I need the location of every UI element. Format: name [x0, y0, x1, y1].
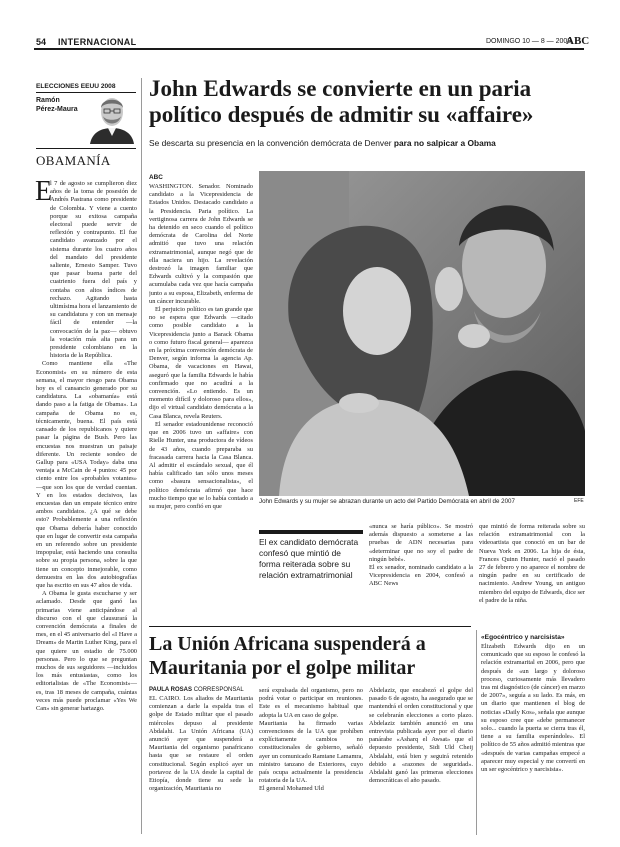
main-byline: ABC — [149, 174, 163, 181]
column-divider — [141, 78, 142, 834]
second-byline-role: CORRESPONSAL — [193, 687, 244, 693]
pullquote-rule — [259, 530, 363, 534]
main-col4: que mintió de forma reiterada sobre su relación extramatrimonial con la videoartista que conoció en un bar de Nueva York en 2006. La hija de ésta, Frances Quinn Hunter, nació el pasado 27 de febrero y no aparece el nombre de ningún padre en su certificado de nacimiento. Andrew Young, un antiguo miembro del equipo de Edwards, dice ser el padre de la niña. — [479, 523, 585, 604]
second-byline — [149, 687, 244, 693]
issue-date: DOMINGO 10 — 8 — 2008 — [486, 38, 572, 45]
author-last-name: Pérez-Maura — [36, 106, 78, 113]
section-label: INTERNACIONAL — [58, 37, 137, 47]
photo-caption: John Edwards y su mujer se abrazan durante un acto del Partido Demócrata en abril de 2007 — [259, 498, 515, 505]
main-col1-paragraph-1: WASHINGTON. Senador. Nominado candidato a la Vicepresidencia de Estados Unidos. Destacado candidato a la Presidencia. Paria político. La vertiginosa carrera de John Edwards se ha detenido en seco cuando el político demócrata de Carolina del Norte admitió que tuvo una relación extramatrimonial, aunque negó que de ella naciera un hijo. La revelación destrozó la imagen familiar que Edwards cultivó y la compasión que acumulaba cada vez que hacía campaña junto a su esposa, Elizabeth, enferma de un cáncer incurable. — [149, 183, 253, 305]
sidebar-text: Elizabeth Edwards dijo en un comunicado que su esposo le confesó la relación extramarital en 2006, pero que después de «un largo y doloroso proceso, curiosamente más llevadero tras mi diagnóstico (de cáncer) en marzo de 2007», seguía a su lado. Es más, en un diario que mantienen el blog de noticias «Daily Kos», señala que aunque su esposo cree que «debe permanecer solo... cuando la puerta se cierra tras él, tiene a su familia esperándole». El político de 55 años admitió mientras que «después de varias campañas empecé a aparecer muy especial y me convertí en un ser egocéntrico y narcisista». — [481, 643, 585, 774]
column-title-rule — [36, 148, 136, 149]
story-separator — [149, 626, 471, 627]
sidebar-title: «Egocéntrico y narcisista» — [481, 634, 565, 641]
main-subhead — [149, 138, 589, 148]
author-first-name: Ramón — [36, 97, 60, 104]
sidebar-divider — [476, 630, 477, 835]
second-col2: será expulsada del organismo, pero no podrá votar o participar en reuniones. Este es el mecanismo habitual que adopta la UA en caso de golpe. Mauritania ha firmado varias convenciones de la UA que prohíben explícitamente cambios no constitucionales de gobierno, señaló ayer un comunicado Ramtane Lamamra, ministro tanzano de Exteriores, cuyo país ocupa actualmente la presidencia rotatoria de la UA. El general Mohamed Uld — [259, 687, 363, 793]
main-col1-paragraph-3: El senador estadounidense reconoció que en 2006 tuvo un «affaire» con Rielle Hunter, una productora de vídeos de 43 años, cuando preparaba su fracasada carrera hacia la Casa Blanca. Al admitir el escándalo sexual, que él había calificado tan sólo unos meses como «basura sensacionalista», el político demócrata afirmó que hace mucho tiempo que se lo había contado a su mujer, pero confió en que — [149, 420, 253, 510]
column-body — [35, 176, 137, 835]
main-col1-paragraph-2: El perjuicio político es tan grande que no se espera que Edwards —citado como posible candidato a la Vicepresidencia junto a Barack Obama o como futuro fiscal general— aparezca en la próxima convención demócrata de Denver, según informa la agencia Ap. Obama, de vacaciones en Hawai, aseguró que la familia Edwards le había confirmado que no acudirá a la convención. «Lo entiendo. Es un momento difícil y doloroso para ellos», dijo el virtual candidato demócrata a la Casa Blanca, revela Reuters. — [149, 306, 253, 420]
column-kicker: ELECCIONES EEUU 2008 — [36, 83, 116, 90]
subhead-bold-text: para no salpicar a Obama — [393, 138, 496, 148]
second-col1: EL CAIRO. Los aliados de Mauritania comienzan a darle la espalda tras el golpe de Estado militar que el pasado miércoles depuso al presidente Abdalahi. La Unión Africana (UA) anunció ayer que suspenderá a Mauritania del organismo panafricano hasta que se restaure el orden constitucional. Según explicó ayer un portavoz de la UA desde la capital de Etiopía, donde tiene su sede la organización, Mauritania no — [149, 695, 253, 793]
column-paragraph-3: A Obama le gusta escucharse y ser aclamado. Desde que ganó las primarias viene anticipándose al discurso con el que clausurará la convención demócrata a finales de mes, en el 45 aniversario del «I Have a Dream» de Martin Luther King, para el que quiere un estadio de 75.000 personas. Pero lo que se preguntan muchos de sus seguidores —incluidos los más entusiastas, como los editorialistas de «The Economist»— es, tras 18 meses de campaña, cuántas veces más puede proclamar «Yes We Can» sin generar hartazgo. — [36, 590, 137, 712]
pullquote: El ex candidato demócrata confesó que mintió de forma reiterada sobre su relación extramatrimonial — [259, 537, 359, 580]
subhead-text: Se descarta su presencia en la convención demócrata de Denver — [149, 138, 392, 148]
main-headline: John Edwards se convierte en un paria político después de admitir su «affaire» — [149, 76, 534, 127]
column-paragraph-2: Como mantiene ella «The Economist» en su número de esta semana, el mayor riesgo para Obama hoy es el cansancio generado por su candidatura. La «obamanía» está dando paso a la fatiga de Obama». La campaña de Obama no es, técnicamente, buena. El país está cansado de los republicanos y quiere pasar la página de Bush. Pero las encuestas nos muestran un paisaje diferente. Un reciente sondeo de Gallup para «USA Today» daba una ventaja a McCain de 4 puntos: 45 por ciento entre los «probables votantes» —que son los que de verdad cuentan. Y en los estados decisivos, las encuestas dan un empate técnico entre ambos candidatos. ¿A qué se debe esto? Probablemente a una reflexión que Obama debería haber conocido que en lugar de convertir esta campaña en un referendo sobre un presidente impopular, está haciendo una consulta sobre su propia persona, sobre la que tiene un concepto inmejorable, como demuestra en las dos autobiografías que ha escrito en sus 47 años de vida. — [36, 360, 137, 589]
masthead-logo: ABC — [566, 35, 590, 47]
column-dropcap: E — [35, 176, 53, 207]
column-paragraph-1: l 7 de agosto se cumplieron diez años de la toma de posesión de Andrés Pastrana como presidente de Colombia. Y viene a cuento porque su exitosa campaña electoral puede servir de reflexión y contrapunto. El fue candidato avanzado por el sistema durante los cuatro años del mandato del presidente saliente, Ernesto Samper. Tuvo que pasar buena parte del cuatrienio fuera del país y contaba con altos índices de rechazo. Agitando hasta ultimísima hora el lanzamiento de su candidatura y con un mensaje fácil de entender —la convocación de la paz— obtuvo la votación más alta para un presidente colombiano en la historia de la República. — [50, 180, 137, 360]
page-number: 54 — [36, 37, 47, 47]
column-title: OBAMANÍA — [36, 153, 111, 168]
photo-credit: EFE — [574, 498, 584, 504]
second-col3: Abdelaziz, que encabezó el golpe del pasado 6 de agosto, ha asegurado que se mantendrá el orden constitucional y que se celebrarán elecciones a corto plazo. Abdelaziz también anunció en una entrevista publicada ayer por el diario panárabe «Asharq el Awsat» que el depuesto presidente, Sidi Uld Cheij Abdalahi, está bien y seguirá retenido debido a «razones de seguridad». Abdalahi ganó las primeras elecciones democráticas el año pasado. — [369, 687, 473, 785]
header-rule — [34, 48, 584, 50]
author-portrait — [88, 88, 136, 144]
second-headline: La Unión Africana suspenderá a Mauritania por el golpe militar — [149, 633, 426, 679]
main-col3: «nunca se haría público». Se mostró además dispuesto a someterse a las pruebas de ADN necesarias para «determinar que no soy el padre de ningún bebé». El ex senador, nominado candidato a la Vicepresidencia en 2004, confesó a ABC News — [369, 523, 473, 588]
main-photo — [259, 171, 585, 496]
second-byline-name: PAULA ROSAS — [149, 687, 193, 693]
